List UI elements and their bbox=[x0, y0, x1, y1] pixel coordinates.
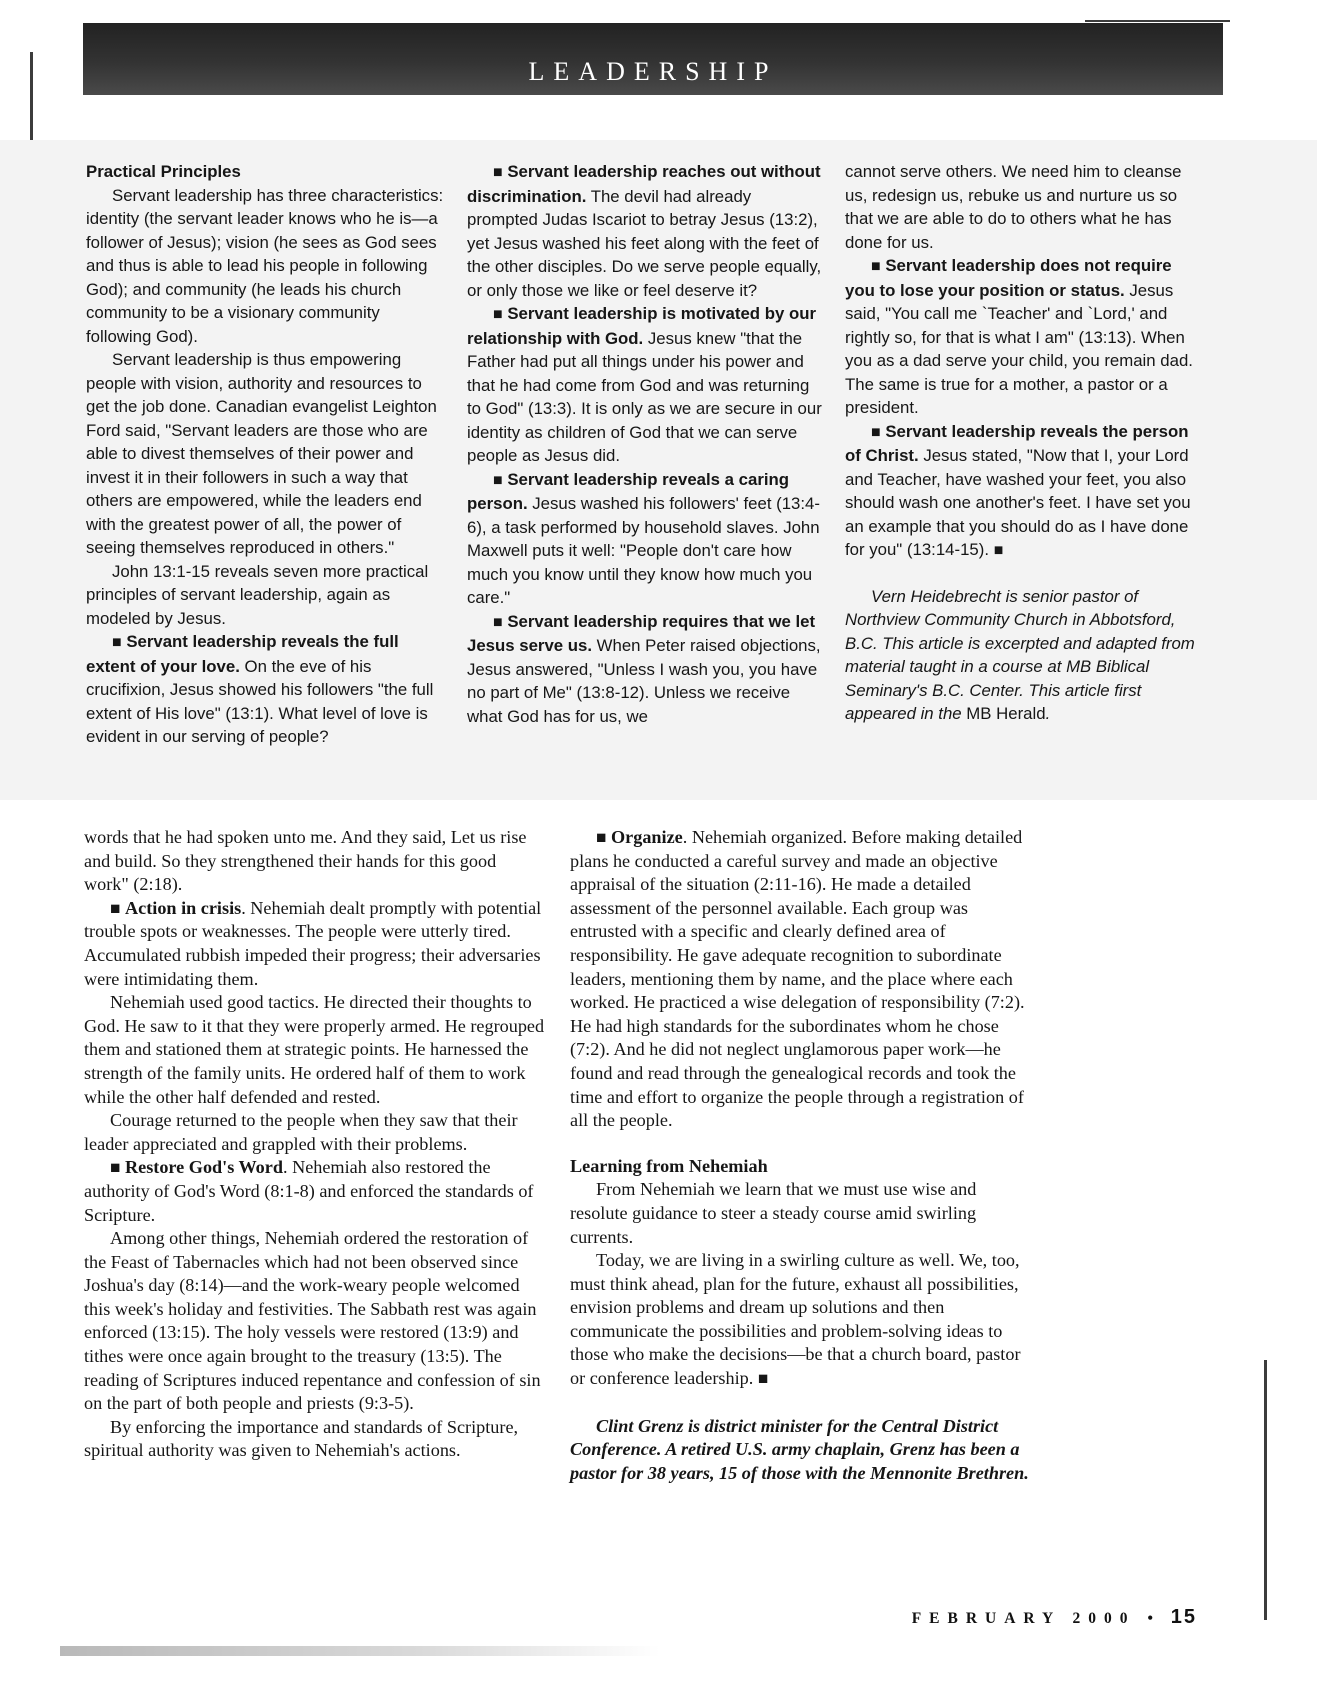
body-paragraph bbox=[570, 1249, 1032, 1391]
sidebar-paragraph bbox=[467, 302, 825, 468]
principle-title: Servant leadership is motivated by our relationship with God. bbox=[467, 304, 816, 348]
author-bio-end: . bbox=[1045, 704, 1051, 723]
principle-title: Servant leadership reveals a caring person. bbox=[467, 469, 790, 513]
body-paragraph: words that he had spoken unto me. And they said, Let us rise and build. So they strengthened their hands for this good work" (2:18). bbox=[84, 827, 527, 895]
sidebar-paragraph bbox=[845, 420, 1197, 563]
body-paragraph: Nehemiah used good tactics. He directed their thoughts to God. He saw to it that they were properly armed. He regrouped them and stationed them at strategic points. He harnessed the strength of the family units. He ordered half of them to work while the other half defended and rested. bbox=[84, 992, 545, 1107]
body-paragraph: Among other things, Nehemiah ordered the restoration of the Feast of Tabernacles which had not been observed since Joshua's day (8:14)—and the work-weary people welcomed this week's holiday and festivities. The Sabbath rest was again enforced (13:15). The holy vessels were restored (13:9) and tithes were once again brought to the treasury (13:5). The reading of Scriptures induced repentance and confession of sin on the part of both people and priests (9:3-5). bbox=[84, 1228, 541, 1414]
principle-text: The devil had already prompted Judas Iscariot to betray Jesus (13:2), yet Jesus washed his feet along with the feet of the other disciples. Do we serve people equally, or only those we like or feel deserve it? bbox=[467, 186, 822, 300]
end-mark-icon: ■ bbox=[993, 542, 1004, 559]
square-bullet-icon: ■ bbox=[493, 164, 503, 181]
body-paragraph: Courage returned to the people when they saw that their leader appreciated and grappled with their problems. bbox=[84, 1110, 518, 1154]
main-column-2 bbox=[570, 826, 1032, 1485]
body-text: . Nehemiah organized. Before making detailed plans he conducted a careful survey and made an objective appraisal of the situation (2:11-16). He made a detailed assessment of the personnel available. Each group was entrusted with a specific and clearly defined area of responsibility. He gave adequate recognition to subordinate leaders, mentioning them by name, and the place where each worked. He practiced a wise delegation of responsibility (7:2). He had high standards for the subordinates whom he chose (7:2). And he did not neglect unglamorous paper work—he found and read through the genealogical records and took the time and effort to organize the people through a registration of all the people. bbox=[570, 827, 1025, 1131]
square-bullet-icon: ■ bbox=[493, 613, 503, 631]
author-bio-text: Vern Heidebrecht is senior pastor of Northview Community Church in Abbotsford, B.C. This article is excerpted and adapted from material taught in a course at MB Biblical Seminary's B.C. Center. This article first appeared in the bbox=[845, 586, 1195, 723]
author-bio bbox=[845, 585, 1197, 726]
subhead-inline: Restore God's Word bbox=[125, 1157, 283, 1178]
sidebar-heading: Practical Principles bbox=[86, 162, 241, 181]
principle-text: Jesus stated, "Now that I, your Lord and Teacher, have washed your feet, you also should wash one another's feet. I have set you an example that you should do as I have done for you" (13:14-15). bbox=[845, 446, 1191, 559]
sidebar-paragraph bbox=[467, 468, 825, 610]
body-paragraph: From Nehemiah we learn that we must use wise and resolute guidance to steer a steady course amid swirling currents. bbox=[570, 1179, 977, 1247]
principle-title: Servant leadership requires that we let Jesus serve us. bbox=[467, 611, 816, 655]
body-text: . Nehemiah dealt promptly with potential trouble spots or weaknesses. The people were utterly tired. Accumulated rubbish impeded their progress; their adversaries were intimidating them. bbox=[84, 897, 542, 989]
sidebar-paragraph: Servant leadership has three characteristics: identity (the servant leader knows who he is—a follower of Jesus); vision (he sees as God sees and thus is able to lead his people in following God); and community (he leads his church community to be a visionary community following God). bbox=[86, 185, 444, 346]
principle-title: Servant leadership reveals the full extent of your love. bbox=[86, 632, 399, 676]
sidebar-paragraph bbox=[845, 254, 1197, 420]
sidebar-paragraph bbox=[86, 630, 446, 749]
main-column-1 bbox=[84, 826, 545, 1463]
subhead-inline: Organize bbox=[611, 827, 683, 847]
section-header-band bbox=[83, 23, 1223, 95]
page-number: 15 bbox=[1170, 1606, 1197, 1628]
right-margin-line bbox=[1264, 1360, 1267, 1620]
square-bullet-icon: ■ bbox=[110, 898, 121, 918]
bottom-gradient-bar bbox=[60, 1646, 660, 1656]
principle-text: Jesus knew "that the Father had put all things under his power and that he had come from God and was returning to God" (13:3). It is only as we are secure in our identity as children of God that we can serve people as Jesus did. bbox=[467, 328, 822, 465]
sidebar-paragraph bbox=[467, 610, 825, 729]
body-paragraph: By enforcing the importance and standards of Scripture, spiritual authority was given to Nehemiah's actions. bbox=[84, 1416, 519, 1461]
author-bio: Clint Grenz is district minister for the Central District Conference. A retired U.S. army chaplain, Grenz has been a pastor for 38 years, 15 of those with the Mennonite Brethren. bbox=[570, 1415, 1029, 1483]
principle-text: Jesus washed his followers' feet (13:4-6), a task performed by household slaves. John Maxwell puts it well: "People don't care how much you know until they know how much you care." bbox=[467, 494, 820, 607]
section-heading: Learning from Nehemiah bbox=[570, 1155, 768, 1176]
footer-bullet: • bbox=[1147, 1610, 1159, 1627]
body-text: Today, we are living in a swirling culture as well. We, too, must think ahead, plan for the future, exhaust all possibilities, envision problems and dream up solutions and then communicate the possibilities and problem-solving ideas to those who make the decisions—be that a church board, pastor or conference leadership. bbox=[570, 1250, 1021, 1389]
sidebar-paragraph bbox=[467, 160, 825, 302]
top-right-rule bbox=[1085, 20, 1230, 22]
principle-text: Jesus said, "You call me `Teacher' and `Lord,' and rightly so, for that is what I am" (13:13). When you as a dad serve your child, you remain dad. The same is true for a mother, a pastor or a president. bbox=[845, 280, 1193, 417]
square-bullet-icon: ■ bbox=[493, 306, 503, 323]
sidebar-paragraph: cannot serve others. We need him to cleanse us, redesign us, rebuke us and nurture us so that we are able to do to others what he has done for us. bbox=[845, 162, 1182, 252]
body-paragraph bbox=[570, 826, 1032, 1133]
principle-title: Servant leadership does not require you to lose your position or status. bbox=[845, 256, 1172, 300]
square-bullet-icon: ■ bbox=[871, 423, 881, 441]
square-bullet-icon: ■ bbox=[493, 471, 503, 489]
body-text: . Nehemiah also restored the authority of God's Word (8:1-8) and enforced the standards of Scripture. bbox=[84, 1157, 534, 1225]
section-title: LEADERSHIP bbox=[528, 57, 778, 86]
subhead-inline: Action in crisis bbox=[125, 897, 242, 918]
sidebar-paragraph: John 13:1-15 reveals seven more practical principles of servant leadership, again as modeled by Jesus. bbox=[86, 561, 429, 628]
page-footer bbox=[912, 1606, 1197, 1629]
issue-date: FEBRUARY 2000 bbox=[911, 1610, 1136, 1627]
body-paragraph bbox=[84, 897, 545, 991]
sidebar-column-2 bbox=[467, 160, 825, 728]
end-mark-icon: ■ bbox=[757, 1369, 769, 1389]
square-bullet-icon: ■ bbox=[112, 634, 122, 651]
sidebar-column-1 bbox=[86, 160, 446, 749]
principle-title: Servant leadership reveals the person of Christ. bbox=[845, 421, 1189, 465]
square-bullet-icon: ■ bbox=[596, 828, 607, 847]
square-bullet-icon: ■ bbox=[871, 258, 881, 275]
principle-text: On the eve of his crucifixion, Jesus showed his followers "the full extent of His love" (13:1). What level of love is evident in our serving of people? bbox=[86, 656, 434, 746]
publication-name: MB Herald bbox=[966, 704, 1046, 723]
sidebar-paragraph: Servant leadership is thus empowering people with vision, authority and resources to get the job done. Canadian evangelist Leighton Ford said, "Servant leaders are those who are able to divest themselves of their power and invest it in their followers in such a way that others are empowered, while the leaders end with the greatest power of all, the power of seeing themselves reproduced in others." bbox=[86, 350, 437, 557]
principle-text: When Peter raised objections, Jesus answered, "Unless I wash you, you have no part of Me" (13:8-12). Unless we receive what God has for us, we bbox=[467, 636, 821, 726]
square-bullet-icon: ■ bbox=[110, 1158, 121, 1178]
principle-title: Servant leadership reaches out without discrimination. bbox=[467, 162, 821, 206]
sidebar-column-3 bbox=[845, 160, 1197, 726]
body-paragraph bbox=[84, 1156, 545, 1227]
